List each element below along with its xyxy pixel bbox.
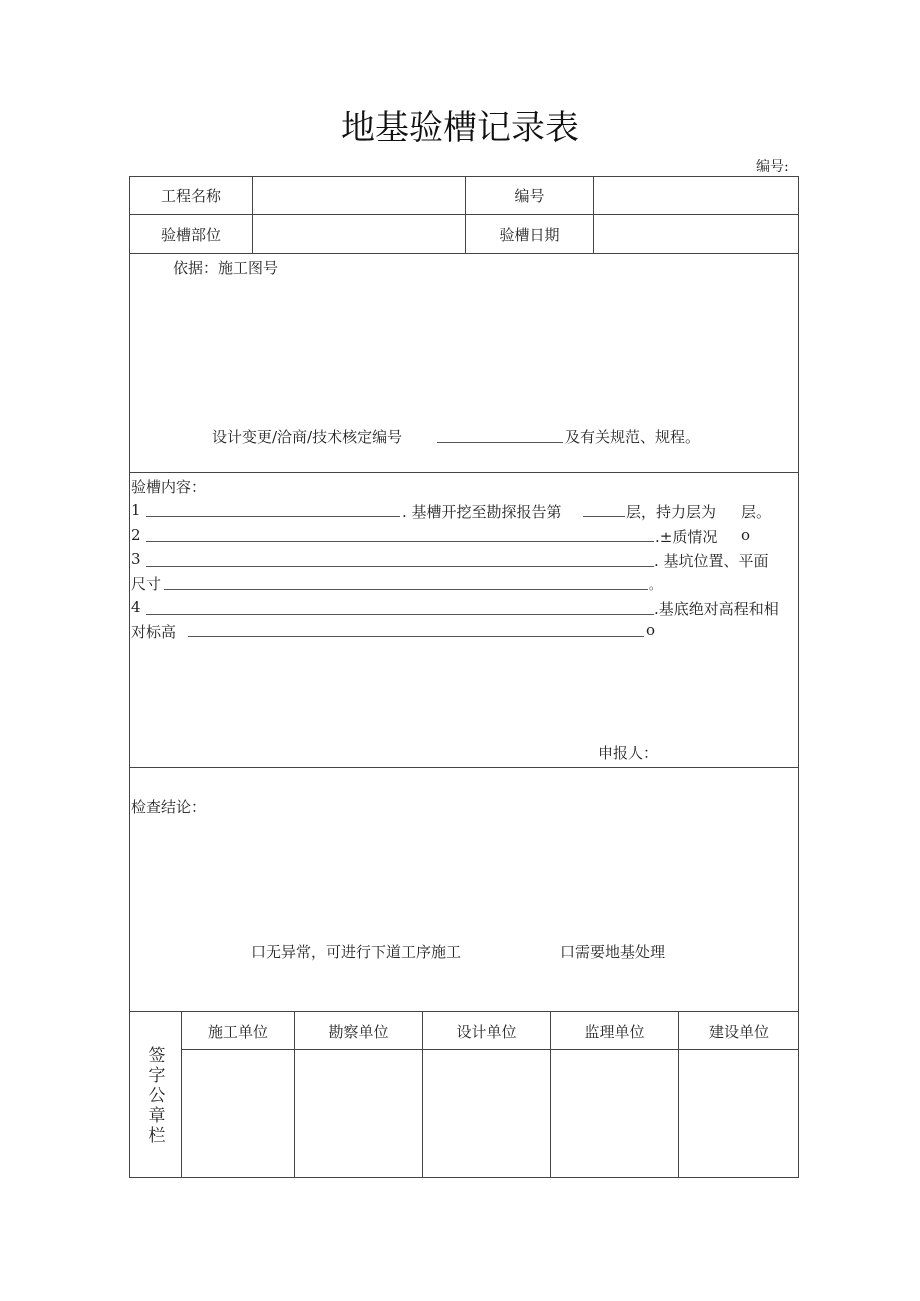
- column-supervision-unit: 监理单位: [584, 1023, 645, 1041]
- doc-number-label: 编号:: [756, 159, 789, 175]
- row-divider: [129, 1011, 799, 1012]
- column-owner-unit: 建设单位: [708, 1023, 769, 1041]
- item-3-end: 。: [649, 578, 662, 592]
- item-4-text: .基底绝对高程和相: [654, 600, 779, 618]
- item-3-continued: 尺寸: [131, 575, 162, 593]
- inspection-date-label: 验槽日期: [499, 226, 560, 244]
- side-label-char: 栏: [148, 1126, 166, 1146]
- item-3-blank[interactable]: [146, 566, 654, 567]
- conclusion-label: 检查结论：: [131, 798, 207, 816]
- item-2-text: .±质情况: [655, 528, 718, 546]
- item-2-blank[interactable]: [146, 541, 654, 542]
- item-4-blank[interactable]: [146, 614, 654, 615]
- standards-text: 及有关规范、规程。: [565, 428, 701, 446]
- signature-cell-survey[interactable]: [295, 1050, 422, 1178]
- signature-cell-construction[interactable]: [182, 1050, 294, 1178]
- reporter-label: 申报人：: [598, 744, 659, 762]
- signature-cell-supervision[interactable]: [551, 1050, 678, 1178]
- item-1-number: 1: [131, 501, 141, 519]
- side-label-char: 签: [148, 1046, 166, 1066]
- side-label-char: 章: [148, 1106, 166, 1126]
- basis-label: 依据：施工图号: [173, 259, 279, 277]
- inspection-part-label: 验槽部位: [160, 226, 221, 244]
- option-foundation-treatment[interactable]: 口需要地基处理: [560, 943, 666, 961]
- item-3-number: 3: [131, 550, 141, 568]
- option-no-anomaly[interactable]: 口无异常，可进行下道工序施工: [251, 943, 462, 961]
- item-4-continued: 对标高: [131, 623, 177, 641]
- design-change-label: 设计变更/洽商/技术核定编号: [212, 428, 403, 446]
- item-3-text: . 基坑位置、平面: [654, 552, 769, 570]
- row-divider: [129, 214, 799, 215]
- side-label-char: 字: [148, 1066, 166, 1086]
- project-name-label: 工程名称: [160, 187, 221, 205]
- item-1-layer-text: 层，持力层为: [626, 503, 717, 521]
- column-survey-unit: 勘察单位: [328, 1023, 389, 1041]
- item-4-number: 4: [131, 598, 141, 616]
- item-2-number: 2: [131, 526, 141, 544]
- item-4-elevation-blank[interactable]: [188, 636, 644, 637]
- row-divider: [129, 472, 799, 473]
- col-divider: [593, 176, 594, 253]
- page-title: 地基验槽记录表: [341, 108, 579, 148]
- content-label: 验槽内容：: [131, 478, 207, 496]
- item-1-end: 层。: [741, 503, 772, 521]
- side-label-char: 公: [148, 1086, 166, 1106]
- row-divider: [129, 253, 799, 254]
- item-3-size-blank[interactable]: [164, 589, 648, 590]
- item-1-text: . 基槽开挖至勘探报告第: [402, 503, 562, 521]
- column-construction-unit: 施工单位: [207, 1023, 268, 1041]
- column-design-unit: 设计单位: [456, 1023, 517, 1041]
- signature-side-label: [146, 1046, 168, 1146]
- col-divider: [252, 176, 253, 253]
- item-4-end: o: [646, 621, 656, 639]
- item-1-blank[interactable]: [146, 516, 400, 517]
- design-change-blank[interactable]: [437, 442, 563, 443]
- item-1-layer-blank[interactable]: [583, 516, 625, 517]
- number-label: 编号: [514, 187, 545, 205]
- signature-cell-owner[interactable]: [679, 1050, 799, 1178]
- item-2-end: o: [741, 526, 751, 544]
- row-divider: [129, 767, 799, 768]
- signature-cell-design[interactable]: [423, 1050, 550, 1178]
